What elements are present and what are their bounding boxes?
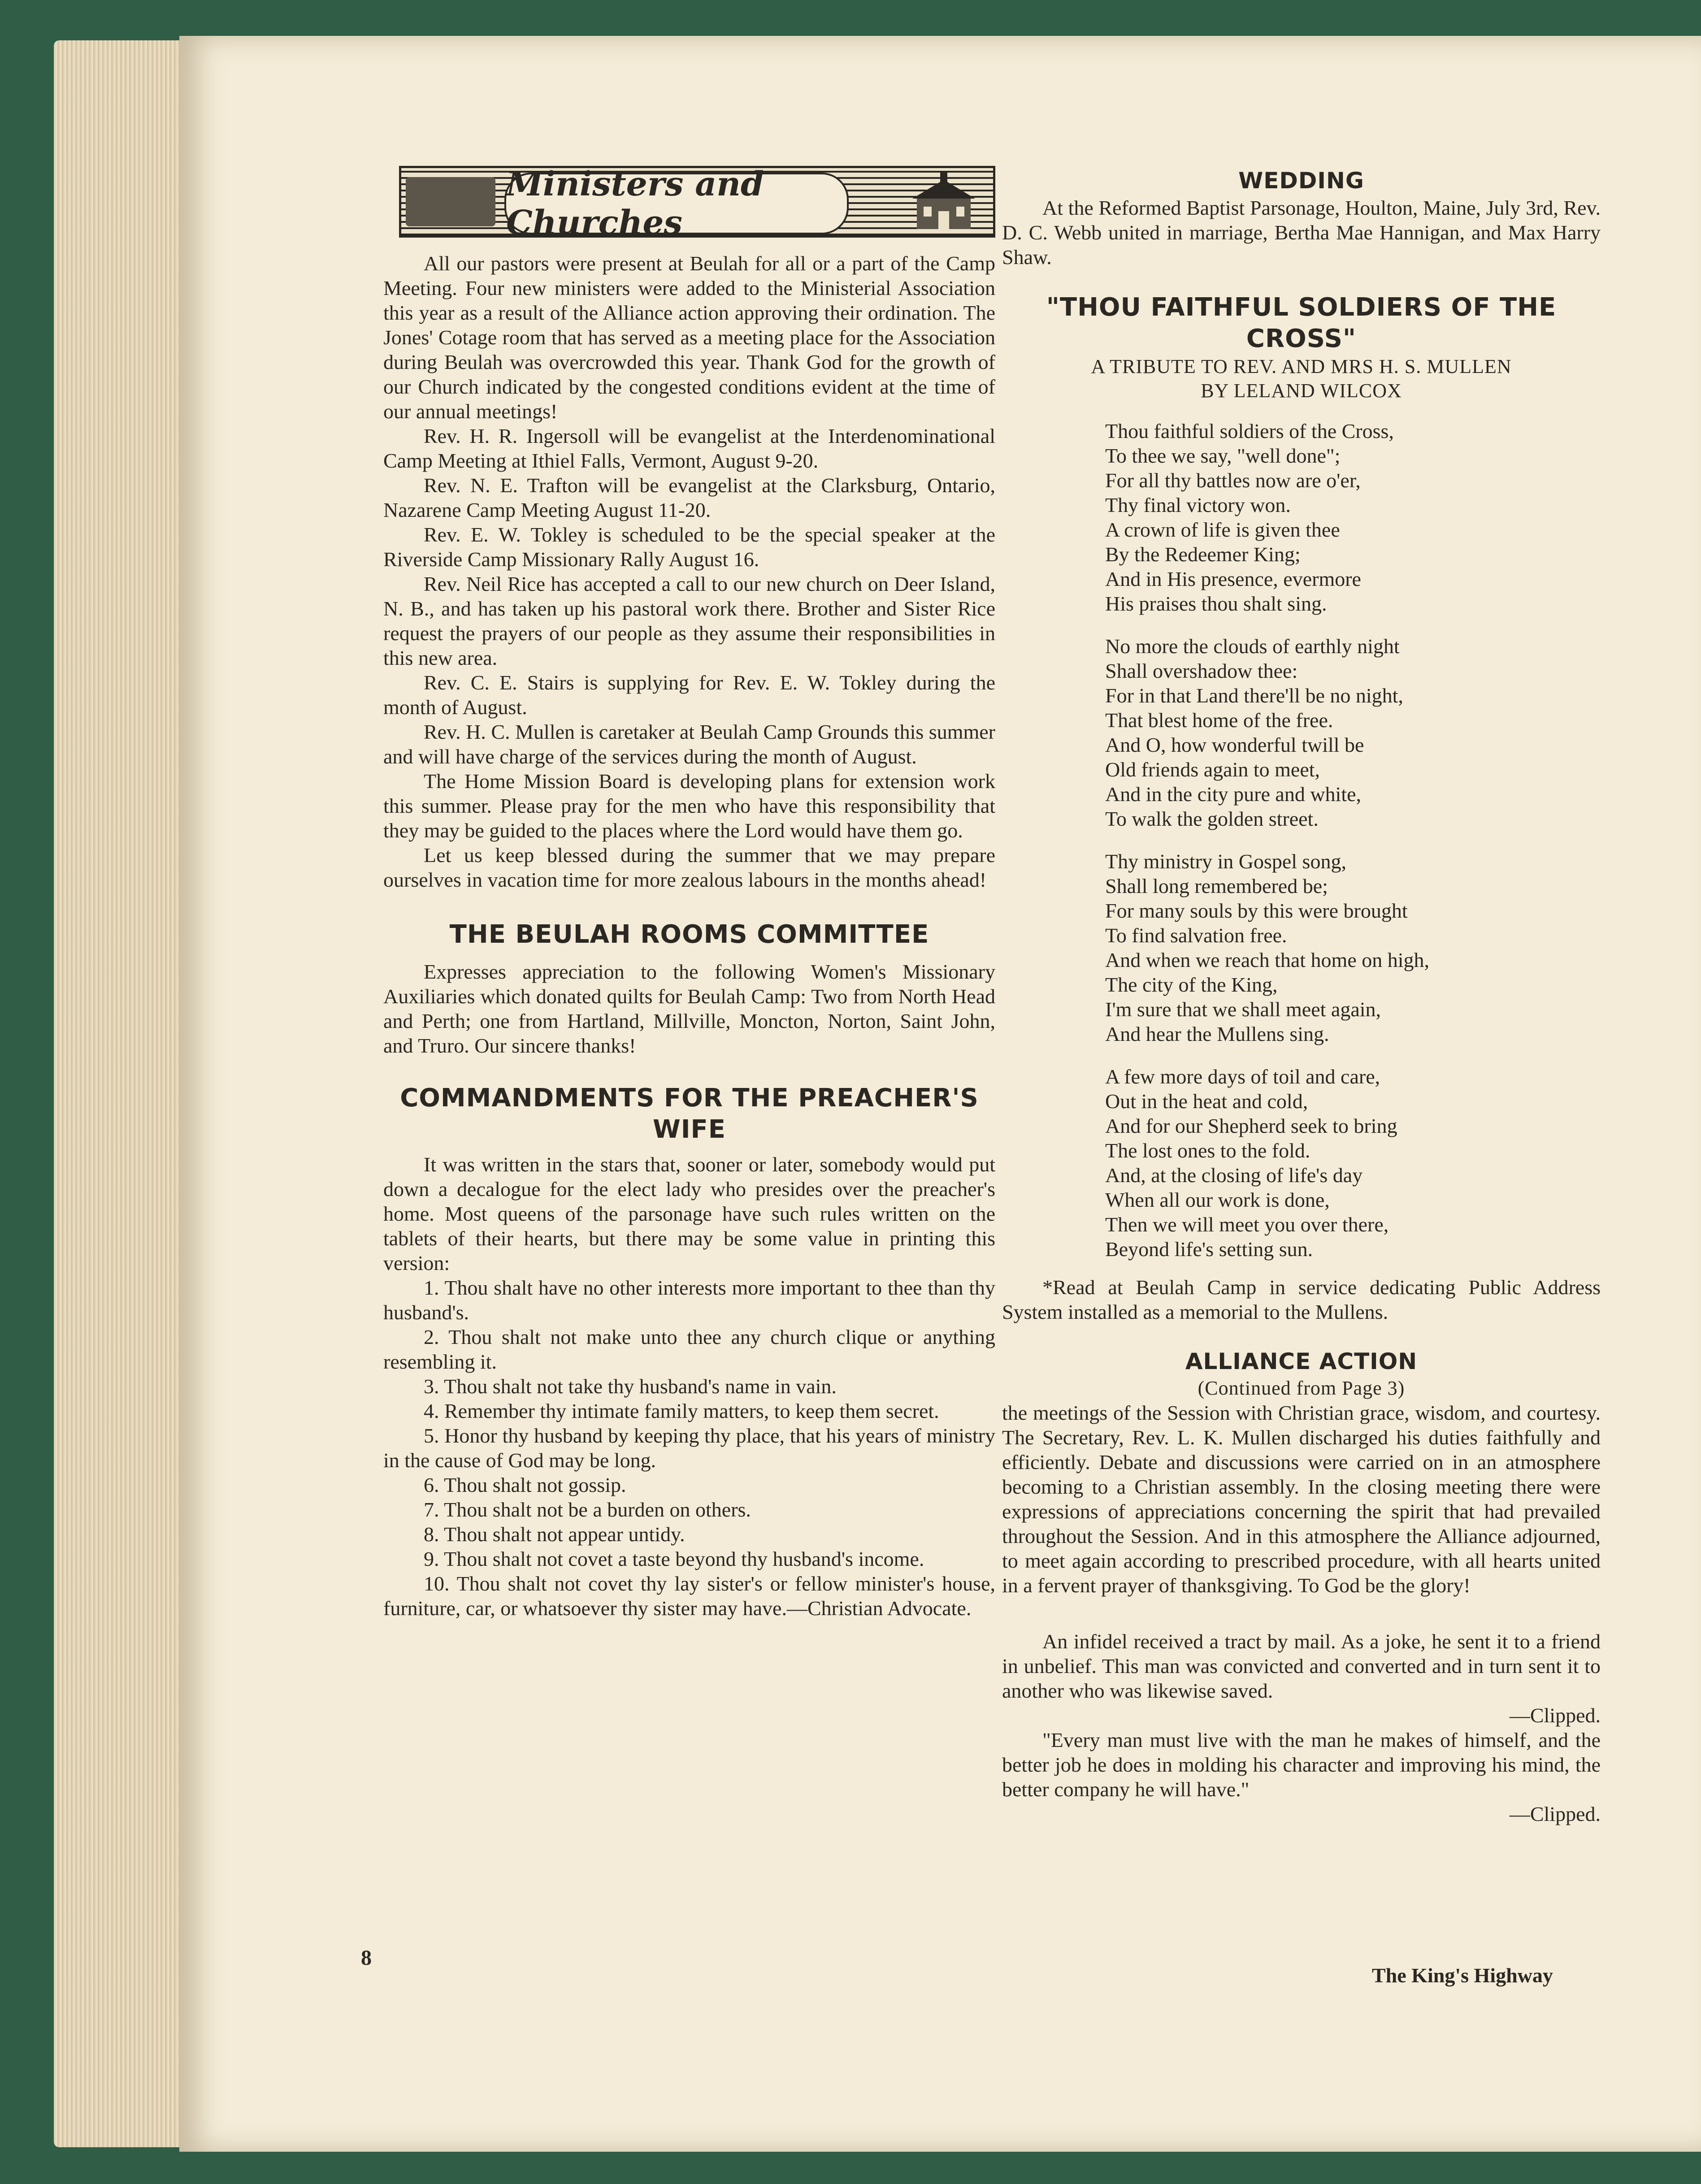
alliance-text: the meetings of the Session with Christian grace, wisdom, and courtesy. The Secretary, Rev. L. K. Mullen discharged his duties faithfully and efficiently. Debate and discussions were carried on in an atmosphere becoming to a Christian assembly. In the closing meeting there were expressions of appreciations concerning the spirit that had prevailed throughout the Session. And in this atmosphere the Alliance adjourned, to meet again according to prescribed procedure, with all hearts united in a fervent prayer of thanksgiving. To God be the glory! [1002,1401,1601,1597]
poem-line: His praises thou shalt sing. [1105,592,1327,615]
left-column [383,251,995,1621]
commandment-item: 9. Thou shalt not covet a taste beyond thy husband's income. [424,1547,924,1570]
ministers-paragraph: Rev. H. C. Mullen is caretaker at Beulah Camp Grounds this summer and will have charge of the services during the month of August. [383,720,995,768]
poem-line: No more the clouds of earthly night [1105,635,1400,658]
poem-tribute-line: A TRIBUTE TO REV. AND MRS H. S. MULLEN [1091,355,1512,377]
poem-line: Thou faithful soldiers of the Cross, [1105,420,1394,442]
wedding-heading: WEDDING [1238,168,1364,194]
poem-line: Thy ministry in Gospel song, [1105,850,1346,873]
commandment-item: 4. Remember thy intimate family matters, to keep them secret. [424,1400,939,1422]
banner-title: Ministers and Churches [504,173,849,234]
ministers-paragraph: Let us keep blessed during the summer that we may prepare ourselves in vacation time for more zealous labours in the months ahead! [383,844,995,891]
poem-line: For many souls by this were brought [1105,899,1408,922]
page-edges [54,40,188,2147]
ministers-paragraph: All our pastors were present at Beulah for all or a part of the Camp Meeting. Four new ministers were added to the Ministerial Association this year as a result of the Alliance action approving their ordination. The Jones' Cotage room that has served as a meeting place for the Association during Beulah was overcrowded this year. Thank God for the growth of our Church indicated by the congested conditions evident at the time of our annual meetings! [383,252,995,423]
banner-book-illustration [406,177,495,226]
poem-line: And, at the closing of life's day [1105,1164,1363,1187]
ministers-paragraph: The Home Mission Board is developing plans for extension work this summer. Please pray for the men who have this responsibility that they may be guided to the places where the Lord would have them go. [383,770,995,842]
beulah-rooms-text: Expresses appreciation to the following Women's Missionary Auxiliaries which donated quilts for Beulah Camp: Two from North Head and Perth; one from Hartland, Millville, Moncton, Norton, Saint John, and Truro. Our sincere thanks! [383,960,995,1057]
clipped-credit: —Clipped. [1509,1704,1601,1727]
commandment-item: 3. Thou shalt not take thy husband's name in vain. [424,1375,837,1398]
commandment-item: 1. Thou shalt have no other interests more important to thee than thy husband's. [383,1276,995,1324]
poem-line: Then we will meet you over there, [1105,1213,1389,1236]
poem-line: And O, how wonderful twill be [1105,733,1364,756]
commandments-heading: COMMANDMENTS FOR THE PREACHER'S WIFE [400,1083,979,1144]
poem-line: That blest home of the free. [1105,709,1333,732]
ministers-banner [399,165,995,242]
commandment-item: 8. Thou shalt not appear untidy. [424,1523,685,1546]
ministers-paragraph: Rev. H. R. Ingersoll will be evangelist at the Interdenominational Camp Meeting at Ithiel Falls, Vermont, August 9-20. [383,425,995,472]
poem-line: Out in the heat and cold, [1105,1090,1308,1113]
poem-line: The city of the King, [1105,973,1278,996]
poem-note: *Read at Beulah Camp in service dedicating Public Address System installed as a memorial to the Mullens. [1002,1276,1601,1323]
poem-line: And for our Shepherd seek to bring [1105,1114,1397,1137]
poem-line: To find salvation free. [1105,924,1287,947]
commandments-intro: It was written in the stars that, sooner or later, somebody would put down a decalogue for the elect lady who presides over the preacher's home. Most queens of the parsonage have such rules written on the tablets of their hearts, but there may be some value in printing this version: [383,1153,995,1274]
poem-line: When all our work is done, [1105,1188,1330,1211]
journal-name: The King's Highway [1372,1964,1553,1987]
church-icon [899,171,989,234]
poem-line: A crown of life is given thee [1105,518,1340,541]
ministers-paragraph: Rev. N. E. Trafton will be evangelist at the Clarksburg, Ontario, Nazarene Camp Meeting August 11-20. [383,474,995,521]
right-column [1002,166,1601,1826]
wedding-text: At the Reformed Baptist Parsonage, Houlton, Maine, July 3rd, Rev. D. C. Webb united in marriage, Bertha Mae Hannigan, and Max Harry Shaw. [1002,196,1601,269]
poem-line: And hear the Mullens sing. [1105,1023,1329,1045]
poem-line: Shall overshadow thee: [1105,659,1298,682]
poem-line: And in His presence, evermore [1105,568,1361,590]
ministers-paragraph: Rev. E. W. Tokley is scheduled to be the special speaker at the Riverside Camp Missionary Rally August 16. [383,523,995,571]
poem-line: By the Redeemer King; [1105,543,1301,566]
poem-author-line: BY LELAND WILCOX [1201,380,1402,402]
poem-heading: "THOU FAITHFUL SOLDIERS OF THE CROSS" [1046,293,1557,353]
alliance-continued: (Continued from Page 3) [1198,1377,1405,1399]
every-man-quote: "Every man must live with the man he makes of himself, and the better job he does in molding his character and improving his mind, the better company he will have." [1002,1729,1601,1801]
poem-line: Shall long remembered be; [1105,875,1328,897]
poem-stanza [1105,419,1601,616]
poem-line: For in that Land there'll be no night, [1105,684,1403,707]
poem-line: For all thy battles now are o'er, [1105,469,1361,492]
poem-line: Thy final victory won. [1105,494,1291,516]
poem-line: The lost ones to the fold. [1105,1139,1310,1162]
poem-line: And when we reach that home on high, [1105,949,1430,971]
poem-stanza [1105,1064,1601,1261]
poem-line: Old friends again to meet, [1105,758,1320,781]
poem-line: Beyond life's setting sun. [1105,1238,1313,1261]
commandment-item: 10. Thou shalt not covet thy lay sister's or fellow minister's house, furniture, car, or whatsoever thy sister may have.—Christian Advocate. [383,1572,995,1620]
ministers-paragraph: Rev. C. E. Stairs is supplying for Rev. E. W. Tokley during the month of August. [383,671,995,719]
poem [1002,419,1601,1261]
commandment-item: 5. Honor thy husband by keeping thy place, that his years of ministry in the cause of God may be long. [383,1424,995,1472]
clipped-credit: —Clipped. [1509,1803,1601,1825]
commandment-item: 6. Thou shalt not gossip. [424,1473,626,1496]
page-number: 8 [361,1946,372,1970]
alliance-heading: ALLIANCE ACTION [1185,1348,1418,1374]
poem-line: I'm sure that we shall meet again, [1105,998,1381,1021]
poem-stanza [1105,849,1601,1046]
commandment-item: 7. Thou shalt not be a burden on others. [424,1498,751,1521]
infidel-text: An infidel received a tract by mail. As a joke, he sent it to a friend in unbelief. This man was convicted and converted and in turn sent it to another who was likewise saved. [1002,1630,1601,1702]
poem-line: A few more days of toil and care, [1105,1065,1380,1088]
poem-stanza [1105,634,1601,831]
poem-line: To thee we say, "well done"; [1105,444,1341,467]
poem-line: To walk the golden street. [1105,807,1319,830]
commandment-item: 2. Thou shalt not make unto thee any church clique or anything resembling it. [383,1326,995,1373]
ministers-paragraph: Rev. Neil Rice has accepted a call to our new church on Deer Island, N. B., and has taken up his pastoral work there. Brother and Sister Rice request the prayers of our people as they assume their responsibilities in this new area. [383,572,995,669]
beulah-rooms-heading: THE BEULAH ROOMS COMMITTEE [449,920,929,949]
poem-line: And in the city pure and white, [1105,783,1362,806]
